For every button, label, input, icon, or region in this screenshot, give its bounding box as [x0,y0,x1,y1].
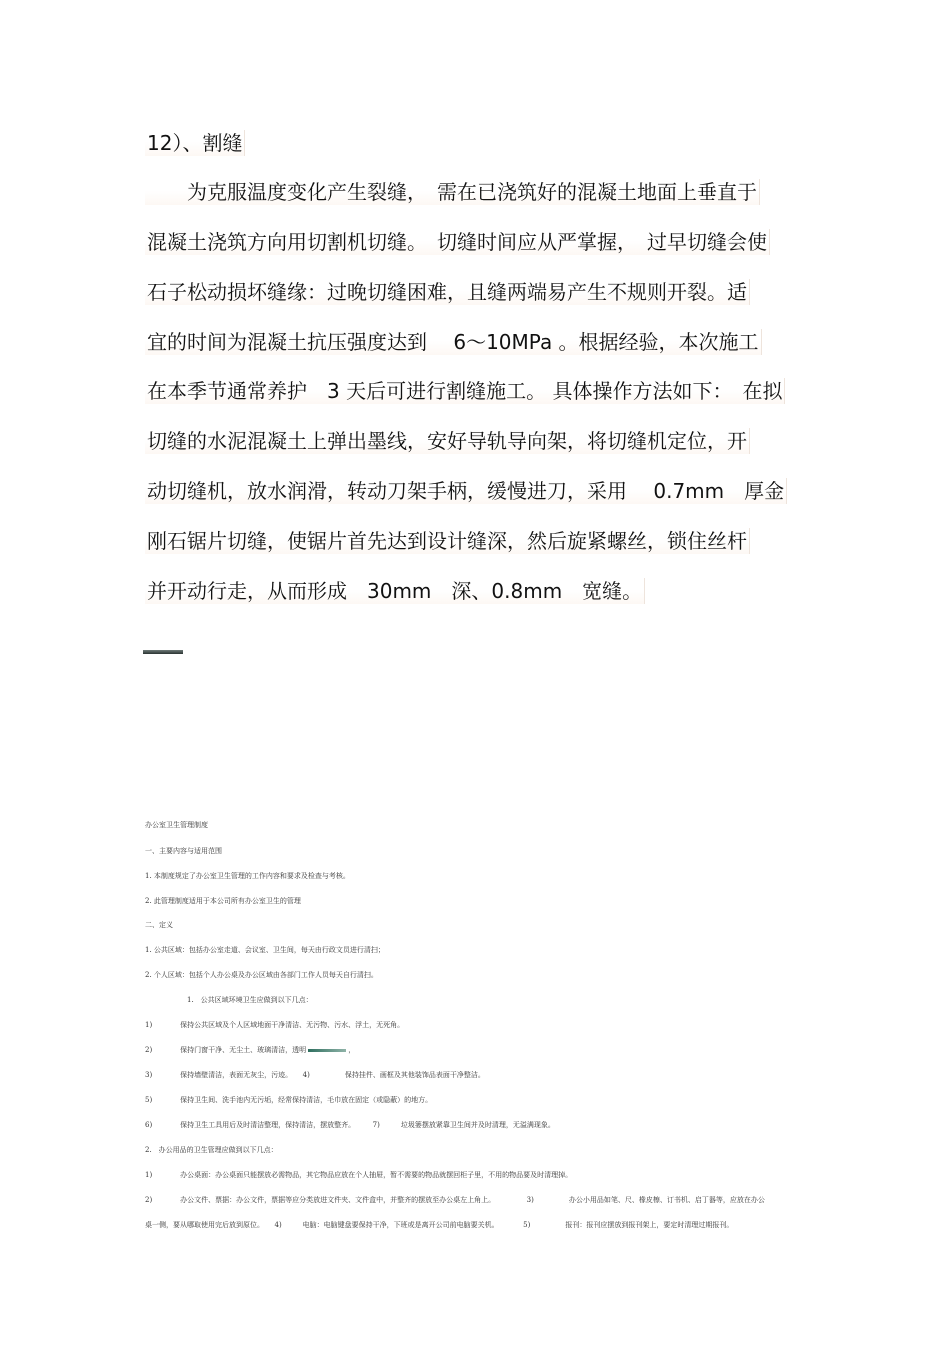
blurred-mark [308,1049,346,1052]
appendix-line: 桌一侧，要从哪取使用完后放到原位。 4) 电脑：电脑键盘要保持干净，下班或是离开公司前电脑要关机。 5) 报刊：报刊应摆放到报刊架上，要定时清理过期报刊。 [145,1221,734,1229]
appendix-line: 5) 保持卫生间、洗手池内无污垢，经常保持清洁，毛巾放在固定（或隐蔽）的地方。 [145,1096,433,1104]
paragraph-line: 切缝的水泥混凝土上弹出墨线，安好导轨导向架，将切缝机定位，开 [145,428,750,454]
paragraph-line: 宜的时间为混凝土抗压强度达到 6～10MPa 。根据经验，本次施工 [145,329,762,355]
appendix-line: 2. 此管理制度适用于本公司所有办公室卫生的管理 [145,897,301,905]
appendix-line: 一、主要内容与适用范围 [145,847,222,855]
section-divider [143,650,183,654]
appendix-line: 3) 保持墙壁清洁，表面无灰尘，污迹。 4) 保持挂件、画框及其他装饰品表面干净整洁。 [145,1071,485,1079]
appendix-line-with-mark: 2) 保持门窗干净、无尘土、玻璃清洁，透明 ， [145,1046,356,1054]
appendix-line: 6) 保持卫生工具用后及时清洁整理，保持清洁，摆放整齐。 7) 垃圾篓摆放紧靠卫生间并及时清理，无溢满现象。 [145,1121,555,1129]
appendix-line: 1. 公共区域：包括办公室走道、会议室、卫生间，每天由行政文员进行清扫； [145,946,385,954]
appendix-line: 2. 个人区域：包括个人办公桌及办公区域由各部门工作人员每天自行清扫。 [145,971,378,979]
paragraph-line: 为克服温度变化产生裂缝， 需在已浇筑好的混凝土地面上垂直于 [145,179,760,205]
paragraph-line: 并开动行走，从而形成 30mm 深、0.8mm 宽缝。 [145,578,645,604]
paragraph-line: 石子松动损坏缝缘：过晚切缝困难，且缝两端易产生不规则开裂。适 [145,279,750,305]
paragraph-line: 混凝土浇筑方向用切割机切缝。 切缝时间应从严掌握， 过早切缝会使 [145,229,770,255]
appendix-line-text: 2) 保持门窗干净、无尘土、玻璃清洁，透明 [145,1046,307,1054]
appendix-title: 办公室卫生管理制度 [145,821,208,829]
appendix-line: 二、定义 [145,921,173,929]
appendix-line: 1. 公共区域环境卫生应做到以下几点： [145,996,313,1004]
appendix-line: 2. 办公用品的卫生管理应做到以下几点： [145,1146,278,1154]
appendix-line: 2) 办公文件、票据：办公文件，票据等应分类放进文件夹、文件盒中，并整齐的摆放至办公桌左上角上。 3) 办公小用品如笔、尺、橡皮檫、订书机、启丁器等，应放在办公 [145,1196,765,1204]
appendix-line: 1) 办公桌面：办公桌面只能摆放必需物品，其它物品应放在个人抽屉，暂不需要的物品就摆回柜子里，不用的物品要及时清理掉。 [145,1171,573,1179]
appendix-line: 1. 本制度规定了办公室卫生管理的工作内容和要求及检查与考核。 [145,872,350,880]
paragraph-line: 动切缝机，放水润滑，转动刀架手柄，缓慢进刀，采用 0.7mm 厚金 [145,478,787,504]
appendix-line: 1) 保持公共区域及个人区域地面干净清洁、无污物、污水、浮土，无死角。 [145,1021,405,1029]
section-heading: 12）、割缝 [145,130,245,156]
paragraph-line: 刚石锯片切缝，使锯片首先达到设计缝深，然后旋紧螺丝，锁住丝杆 [145,528,750,554]
paragraph-line: 在本季节通常养护 3 天后可进行割缝施工。 具体操作方法如下： 在拟 [145,378,785,404]
